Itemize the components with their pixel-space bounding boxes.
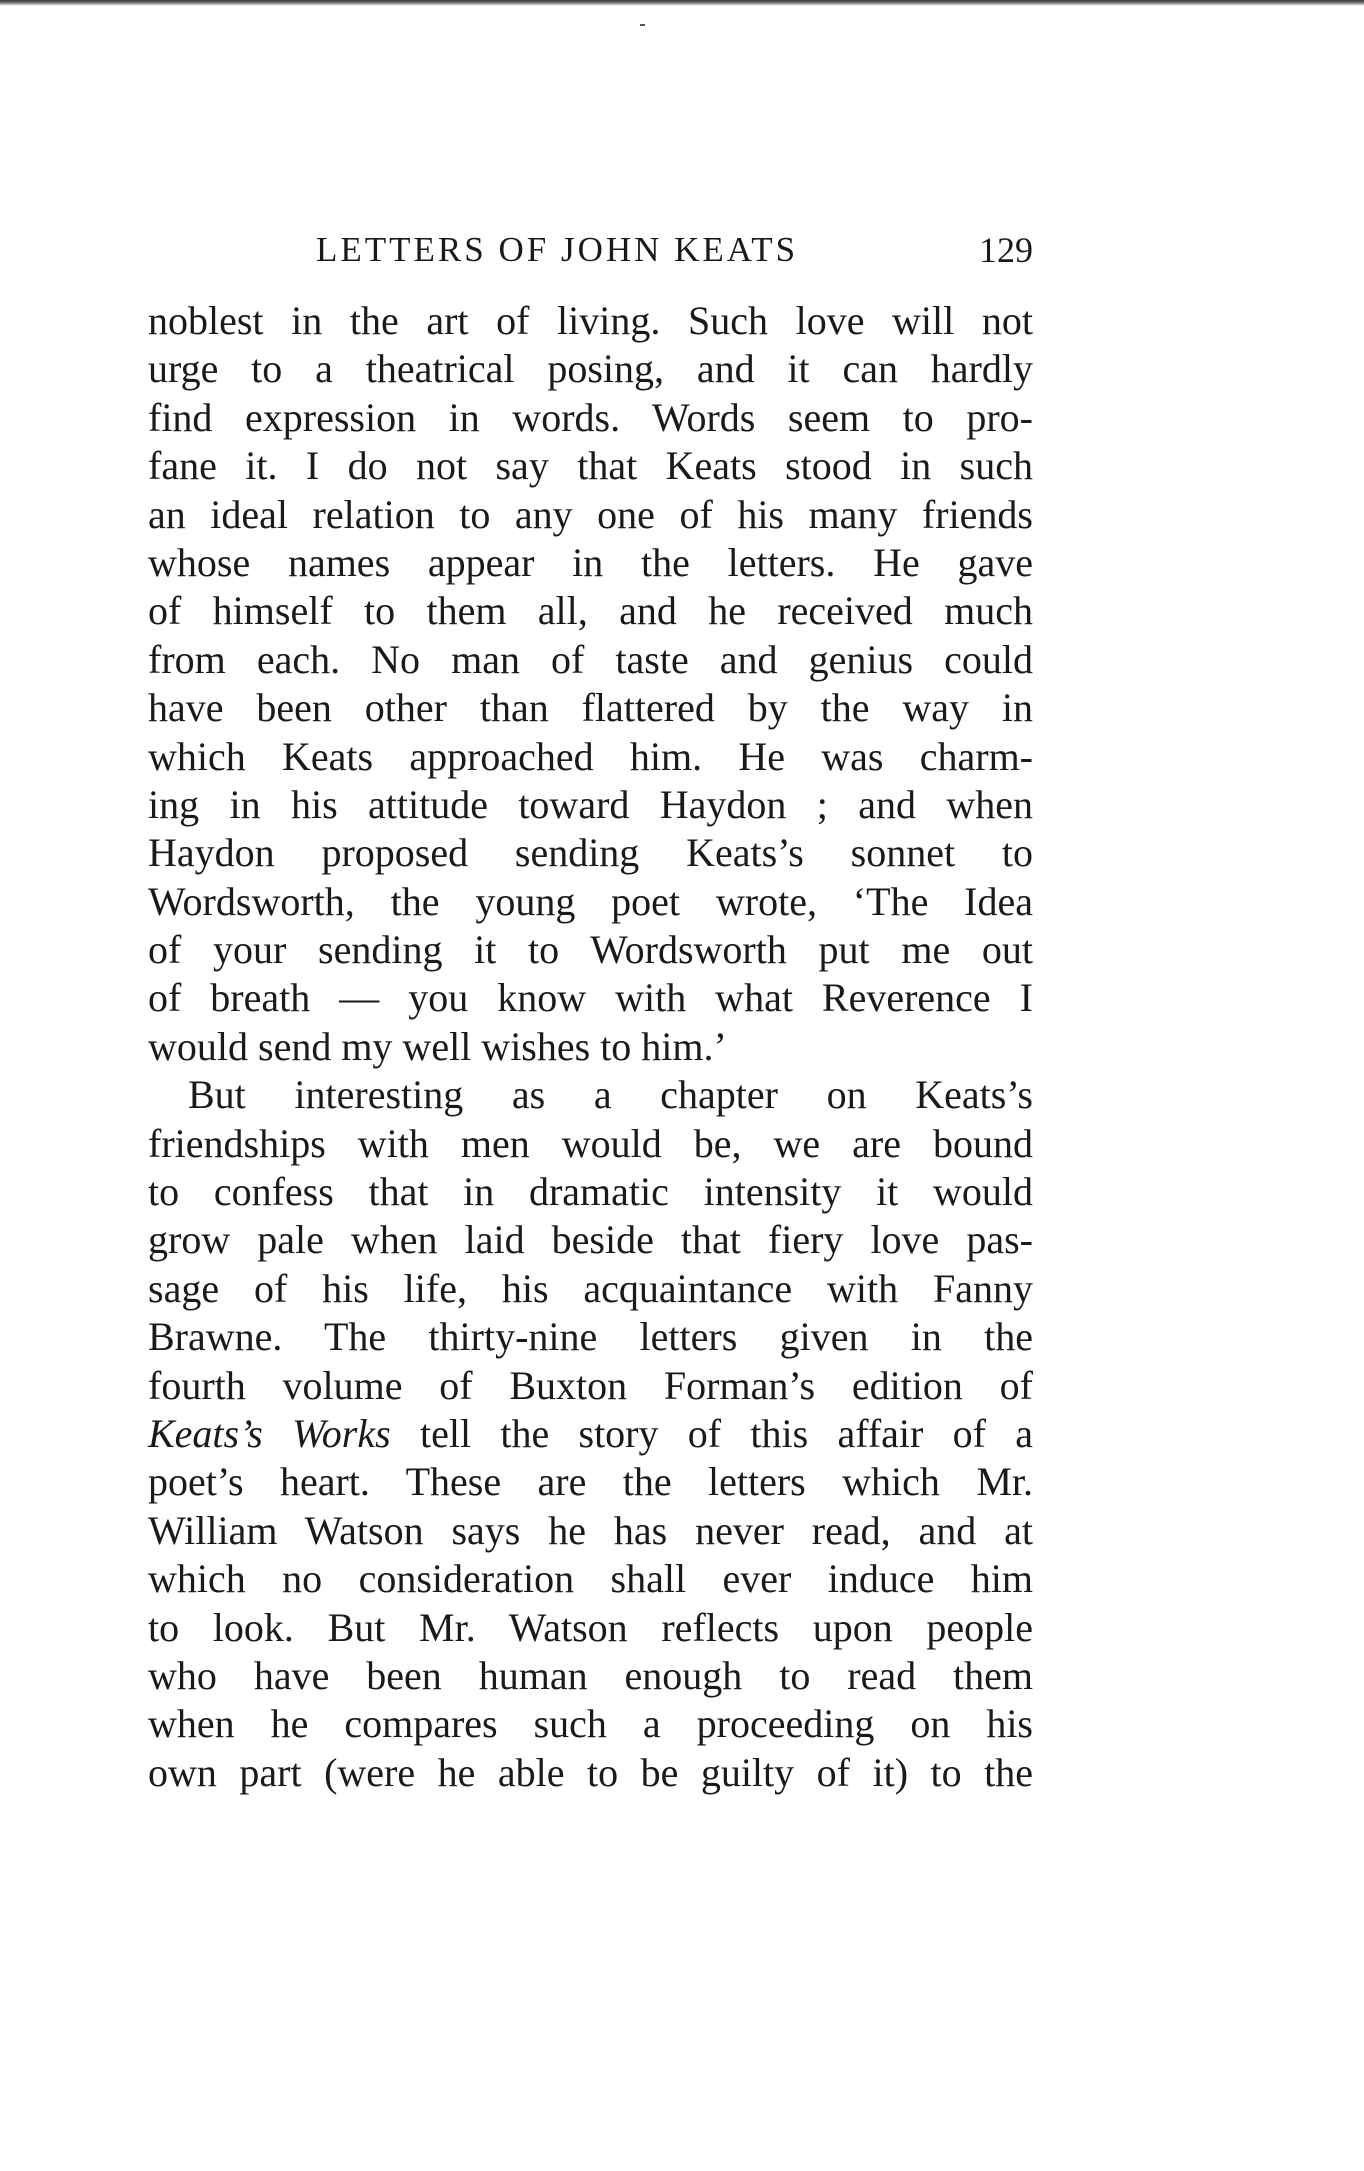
page-header: [148, 228, 1033, 272]
text-line-22: Brawne. The thirty-nine letters given in the: [148, 1314, 1033, 1360]
text-line-4: fane it. I do not say that Keats stood in such: [148, 443, 1033, 489]
text-line-9: have been other than flattered by the way in: [148, 685, 1033, 731]
text-line-2: urge to a theatrical posing, and it can hardly: [148, 346, 1033, 392]
text-line-30: when he compares such a proceeding on his: [148, 1701, 1033, 1747]
text-line-6: whose names appear in the letters. He gave: [148, 539, 1033, 585]
page-top-edge: [0, 0, 1364, 6]
text-line-18: friendships with men would be, we are bound: [148, 1120, 1033, 1166]
text-line-24: [148, 1410, 1033, 1458]
text-line-29: who have been human enough to read them: [148, 1652, 1033, 1698]
text-line-16: would send my well wishes to him.’: [148, 1023, 727, 1069]
running-title: LETTERS OF JOHN KEATS: [316, 230, 799, 269]
text-line-27: which no consideration shall ever induce him: [148, 1556, 1033, 1602]
text-line-11: ing in his attitude toward Haydon ; and when: [148, 781, 1033, 827]
text-line-21: sage of his life, his acquaintance with Fanny: [148, 1265, 1033, 1311]
text-line-26: William Watson says he has never read, and at: [148, 1507, 1033, 1553]
text-line-20: grow pale when laid beside that fiery love pas-: [148, 1217, 1033, 1263]
text-line-14: of your sending it to Wordsworth put me out: [148, 927, 1033, 973]
scan-speck: [640, 24, 645, 26]
body-text: [148, 297, 1033, 1797]
text-line-24-rest: tell the story of this affair of a: [419, 1410, 1033, 1456]
italic-book-title: Keats’s Works: [148, 1410, 391, 1456]
text-line-28: to look. But Mr. Watson reflects upon people: [148, 1604, 1033, 1650]
text-line-19: to confess that in dramatic intensity it would: [148, 1169, 1033, 1215]
text-line-5: an ideal relation to any one of his many friends: [148, 491, 1033, 537]
text-line-12: Haydon proposed sending Keats’s sonnet to: [148, 830, 1033, 876]
text-line-13: Wordsworth, the young poet wrote, ‘The Idea: [148, 878, 1033, 924]
text-line-1: noblest in the art of living. Such love will not: [148, 298, 1033, 343]
text-line-23: fourth volume of Buxton Forman’s edition of: [148, 1362, 1033, 1408]
text-line-25: poet’s heart. These are the letters which Mr.: [148, 1459, 1033, 1505]
text-line-15: of breath — you know with what Reverence I: [148, 975, 1033, 1021]
page-number: 129: [979, 230, 1033, 270]
text-line-10: which Keats approached him. He was charm-: [148, 733, 1033, 779]
text-line-8: from each. No man of taste and genius could: [148, 636, 1033, 682]
text-line-3: find expression in words. Words seem to pro-: [148, 394, 1033, 440]
text-line-17: But interesting as a chapter on Keats’s: [188, 1072, 1033, 1118]
text-line-7: of himself to them all, and he received much: [148, 588, 1033, 634]
text-line-31: own part (were he able to be guilty of it) to the: [148, 1749, 1033, 1795]
